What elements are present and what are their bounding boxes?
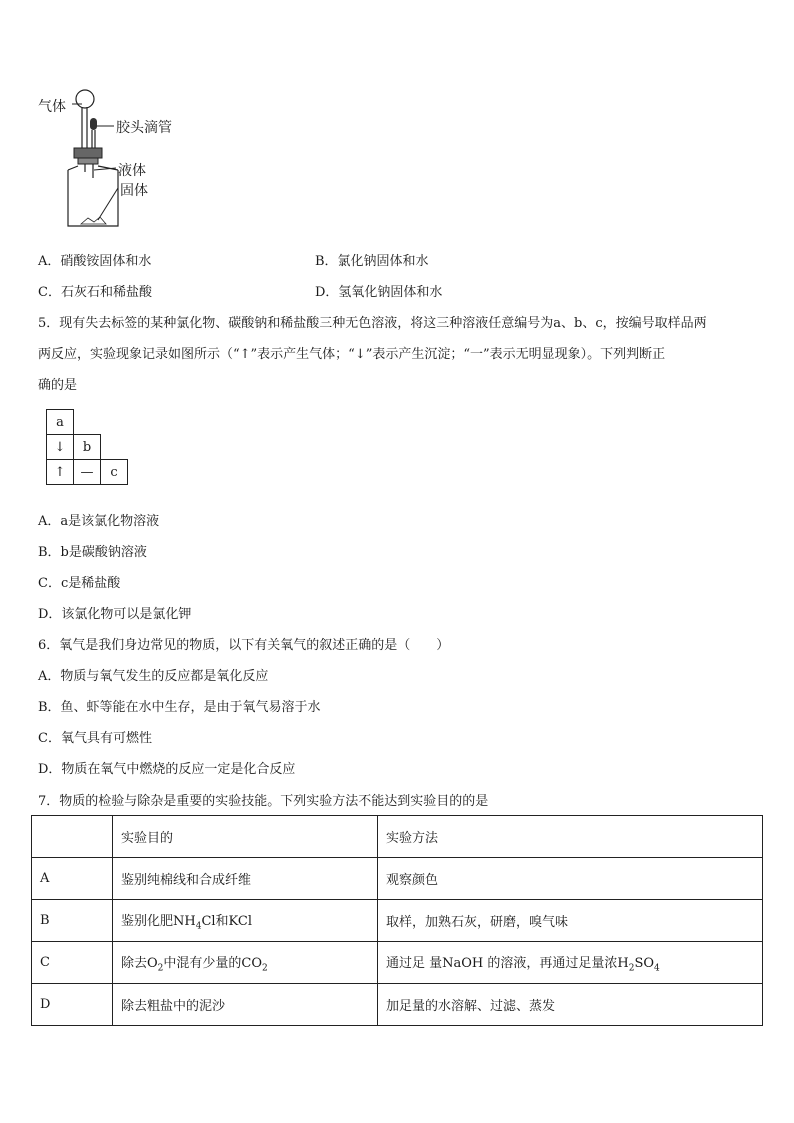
- grid-cell-empty: [101, 435, 128, 460]
- q5-option-a: A．a是该氯化物溶液: [38, 514, 160, 529]
- grid-cell: ↑: [47, 460, 74, 485]
- grid-cell: c: [101, 460, 128, 485]
- q7-stem: 7．物质的检验与除杂是重要的实验技能。下列实验方法不能达到实验目的的是: [38, 794, 489, 809]
- q5-stem-line3: 确的是: [38, 378, 78, 393]
- grid-cell: ↓: [47, 435, 74, 460]
- q5-reaction-grid: [46, 409, 128, 485]
- q6-option-c: C．氧气具有可燃性: [38, 731, 152, 746]
- subscript: 4: [195, 921, 202, 932]
- table-row: [32, 984, 763, 1026]
- q7-table: [31, 815, 763, 1026]
- table-row: [32, 858, 763, 900]
- liquid-label: 液体: [118, 163, 146, 179]
- dropper-label: 胶头滴管: [116, 120, 172, 136]
- subscript: 2: [262, 963, 268, 974]
- row-purpose: [113, 900, 378, 942]
- row-method: 观察颜色: [378, 858, 763, 900]
- q5-stem-line1: 5．现有失去标签的某种氯化物、碳酸钠和稀盐酸三种无色溶液，将这三种溶液任意编号为a、b、c，按编号取样品两: [38, 316, 707, 331]
- q5-option-c: C．c是稀盐酸: [38, 576, 121, 591]
- row-method: 加足量的水溶解、过滤、蒸发: [378, 984, 763, 1026]
- row-id: D: [32, 984, 113, 1026]
- text-part: 中混有少量的CO: [163, 955, 263, 971]
- q5-option-d: D．该氯化物可以是氯化钾: [38, 607, 192, 622]
- row-purpose: 除去粗盐中的泥沙: [113, 984, 378, 1026]
- q4-option-b: B．氯化钠固体和水: [315, 254, 429, 269]
- solid-label: 固体: [120, 183, 148, 199]
- q4-option-d: D．氢氧化钠固体和水: [315, 285, 443, 300]
- row-method: 取样，加熟石灰，研磨，嗅气味: [378, 900, 763, 942]
- row-id: B: [32, 900, 113, 942]
- gas-label: 气体: [38, 99, 66, 115]
- table-row: [32, 900, 763, 942]
- row-purpose: [113, 942, 378, 984]
- grid-cell: b: [74, 435, 101, 460]
- subscript: 4: [654, 963, 660, 974]
- subscript: 2: [628, 963, 635, 974]
- text-part: Cl和KCl: [201, 913, 253, 929]
- q5-option-b: B．b是碳酸钠溶液: [38, 545, 147, 560]
- subscript: 2: [157, 963, 164, 974]
- q4-option-c: C．石灰石和稀盐酸: [38, 285, 152, 300]
- row-id: C: [32, 942, 113, 984]
- q6-option-b: B．鱼、虾等能在水中生存，是由于氧气易溶于水: [38, 700, 321, 715]
- text-part: SO: [634, 955, 655, 971]
- header-cell-purpose: 实验目的: [113, 816, 378, 858]
- text-part: 鉴别化肥NH: [121, 913, 196, 929]
- row-id: A: [32, 858, 113, 900]
- q5-stem-line2: 两反应，实验现象记录如图所示（“↑”表示产生气体；“↓”表示产生沉淀；“一”表示无明显现象）。下列判断正: [38, 347, 666, 362]
- grid-cell: a: [47, 410, 74, 435]
- grid-cell: —: [74, 460, 101, 485]
- row-method: [378, 942, 763, 984]
- q4-option-a: A．硝酸铵固体和水: [38, 254, 152, 269]
- text-part: 除去O: [121, 955, 158, 971]
- table-header-row: [32, 816, 763, 858]
- table-row: [32, 942, 763, 984]
- grid-cell-empty: [101, 410, 128, 435]
- header-cell-id: [32, 816, 113, 858]
- q6-option-d: D．物质在氧气中燃烧的反应一定是化合反应: [38, 762, 296, 777]
- grid-cell-empty: [74, 410, 101, 435]
- q6-option-a: A．物质与氧气发生的反应都是氧化反应: [38, 669, 269, 684]
- text-part: 通过足 量NaOH 的溶液，再通过足量浓H: [386, 955, 629, 971]
- apparatus-diagram: [36, 88, 216, 238]
- header-cell-method: 实验方法: [378, 816, 763, 858]
- q6-stem: 6．氧气是我们身边常见的物质，以下有关氧气的叙述正确的是（ ）: [38, 638, 450, 653]
- row-purpose: 鉴别纯棉线和合成纤维: [113, 858, 378, 900]
